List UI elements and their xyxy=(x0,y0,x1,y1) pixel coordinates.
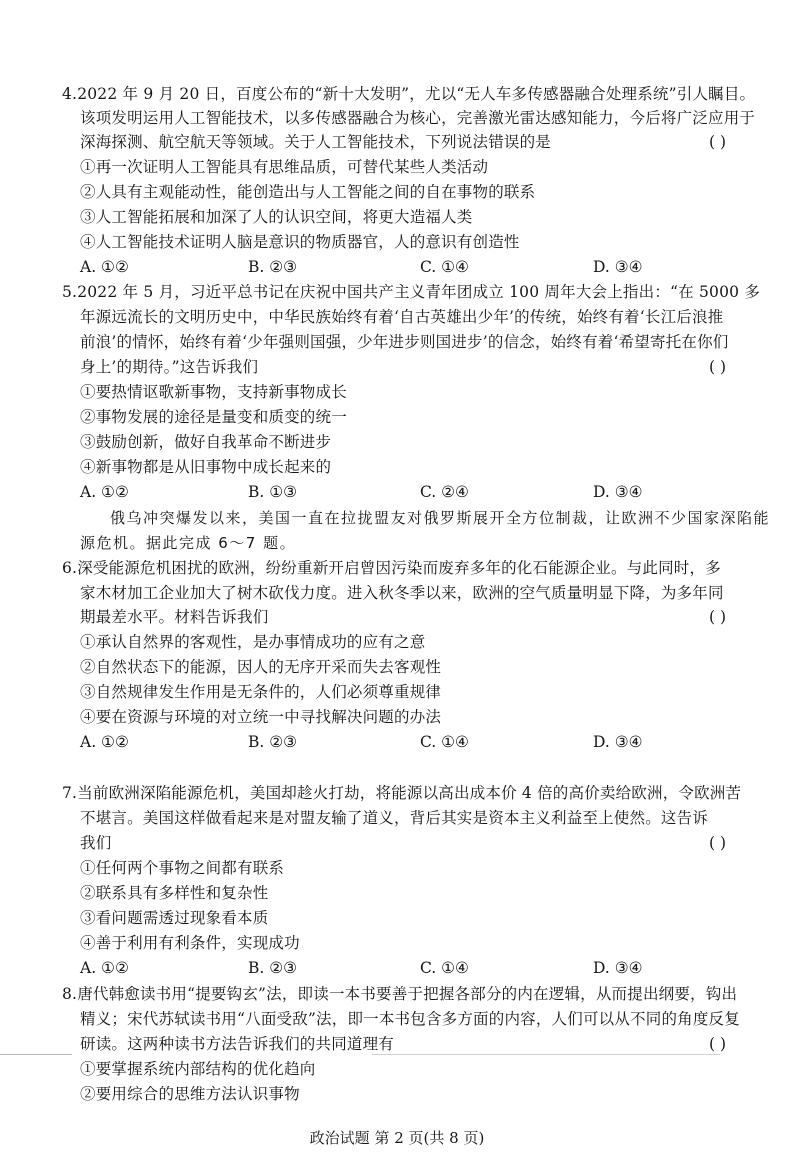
question-5-stem-line-2: 年源远流长的文明历史中，中华民族始终有着‘自古英雄出少年’的传统，始终有着‘长江后浪推 xyxy=(80,308,724,326)
question-8-stem-line-3: 研读。这两种读书方法告诉我们的共同道理有 xyxy=(80,1035,395,1053)
question-5-option-c: C. ②④ xyxy=(420,483,469,501)
question-7-option-a: A. ①② xyxy=(80,959,129,977)
question-6-option-d: D. ③④ xyxy=(593,733,643,751)
question-8-stem-line-1: 8.唐代韩愈读书用“提要钩玄”法，即读一本书要善于把握各部分的内在逻辑，从而提出纲要，钩出 xyxy=(62,985,738,1003)
question-4-answer-blank: ( ) xyxy=(709,133,727,151)
question-6-stem-line-3: 期最差水平。材料告诉我们 xyxy=(80,608,269,626)
question-8-answer-blank: ( ) xyxy=(709,1035,727,1053)
material-line-1: 俄乌冲突爆发以来，美国一直在拉拢盟友对俄罗斯展开全方位制裁，让欧洲不少国家深陷能 xyxy=(110,509,771,527)
question-5-option-b: B. ①③ xyxy=(248,483,298,501)
fold-line-right xyxy=(372,1054,720,1055)
question-5-item-4: ④新事物都是从旧事物中成长起来的 xyxy=(80,458,332,476)
fold-line-left xyxy=(0,1054,72,1055)
question-6-option-c: C. ①④ xyxy=(420,733,469,751)
question-5-option-d: D. ③④ xyxy=(593,483,643,501)
question-4-option-d: D. ③④ xyxy=(593,258,643,276)
question-5-stem-line-3: 前浪’的情怀，始终有着‘少年强则国强，少年进步则国进步’的信念，始终有着‘希望寄托在你们 xyxy=(80,333,729,351)
question-7-answer-blank: ( ) xyxy=(709,834,727,852)
question-4-stem-line-1: 4.2022 年 9 月 20 日，百度公布的“新十大发明”，尤以“无人车多传感器融合处理系统”引人瞩目。 xyxy=(62,85,756,103)
question-5-stem-line-1: 5.2022 年 5 月，习近平总书记在庆祝中国共产主义青年团成立 100 周年大会上指出：“在 5000 多 xyxy=(62,283,761,301)
question-6-option-b: B. ②③ xyxy=(248,733,298,751)
question-7-item-2: ②联系具有多样性和复杂性 xyxy=(80,884,269,902)
question-5-option-a: A. ①② xyxy=(80,483,129,501)
question-8-item-1: ①要掌握系统内部结构的优化趋向 xyxy=(80,1060,316,1078)
question-8-item-2: ②要用综合的思维方法认识事物 xyxy=(80,1085,300,1103)
question-7-option-c: C. ①④ xyxy=(420,959,469,977)
question-8-stem-line-2: 精义；宋代苏轼读书用“八面受敌”法，即一本书包含多方面的内容，人们可以从不同的角度反复 xyxy=(80,1010,740,1028)
question-4-item-1: ①再一次证明人工智能具有思维品质，可替代某些人类活动 xyxy=(80,158,489,176)
question-7-item-3: ③看问题需透过现象看本质 xyxy=(80,909,269,927)
question-6-option-a: A. ①② xyxy=(80,733,129,751)
question-5-answer-blank: ( ) xyxy=(709,358,727,376)
question-6-item-3: ③自然规律发生作用是无条件的，人们必须尊重规律 xyxy=(80,683,442,701)
question-6-stem-line-2: 家木材加工企业加大了树木砍伐力度。进入秋冬季以来，欧洲的空气质量明显下降，为多年同 xyxy=(80,584,724,602)
question-4-option-a: A. ①② xyxy=(80,258,129,276)
question-7-stem-line-3: 我们 xyxy=(80,834,112,852)
question-7-stem-line-1: 7.当前欧洲深陷能源危机，美国却趁火打劫，将能源以高出成本价 4 倍的高价卖给欧洲，令欧洲苦 xyxy=(62,784,742,802)
question-4-stem-line-3: 深海探测、航空航天等领域。关于人工智能技术，下列说法错误的是 xyxy=(80,133,552,151)
question-7-stem-line-2: 不堪言。美国这样做看起来是对盟友输了道义，背后其实是资本主义利益至上使然。这告诉 xyxy=(80,809,709,827)
question-5-stem-line-4: 身上’的期待。”这告诉我们 xyxy=(80,358,259,376)
question-7-item-4: ④善于利用有利条件，实现成功 xyxy=(80,934,300,952)
material-line-2: 源危机。据此完成 6～7 题。 xyxy=(80,534,297,552)
question-6-item-4: ④要在资源与环境的对立统一中寻找解决问题的办法 xyxy=(80,708,442,726)
question-4-item-3: ③人工智能拓展和加深了人的认识空间，将更大造福人类 xyxy=(80,208,473,226)
question-7-option-d: D. ③④ xyxy=(593,959,643,977)
page-footer: 政治试题 第 2 页(共 8 页) xyxy=(309,1129,485,1147)
question-4-option-c: C. ①④ xyxy=(420,258,469,276)
question-7-option-b: B. ②③ xyxy=(248,959,298,977)
question-7-item-1: ①任何两个事物之间都有联系 xyxy=(80,859,285,877)
question-4-item-2: ②人具有主观能动性，能创造出与人工智能之间的自在事物的联系 xyxy=(80,183,536,201)
question-4-option-b: B. ②③ xyxy=(248,258,298,276)
question-4-stem-line-2: 该项发明运用人工智能技术，以多传感器融合为核心，完善激光雷达感知能力，今后将广泛应用于 xyxy=(80,109,756,127)
question-5-item-3: ③鼓励创新，做好自我革命不断进步 xyxy=(80,433,332,451)
question-6-item-2: ②自然状态下的能源，因人的无序开采而失去客观性 xyxy=(80,658,442,676)
question-6-answer-blank: ( ) xyxy=(709,608,727,626)
question-5-item-1: ①要热情讴歌新事物，支持新事物成长 xyxy=(80,383,347,401)
question-5-item-2: ②事物发展的途径是量变和质变的统一 xyxy=(80,408,347,426)
question-4-item-4: ④人工智能技术证明人脑是意识的物质器官，人的意识有创造性 xyxy=(80,233,520,251)
question-6-item-1: ①承认自然界的客观性，是办事情成功的应有之意 xyxy=(80,633,426,651)
question-6-stem-line-1: 6.深受能源危机困扰的欧洲，纷纷重新开启曾因污染而废弃多年的化石能源企业。与此同时，多 xyxy=(62,559,721,577)
